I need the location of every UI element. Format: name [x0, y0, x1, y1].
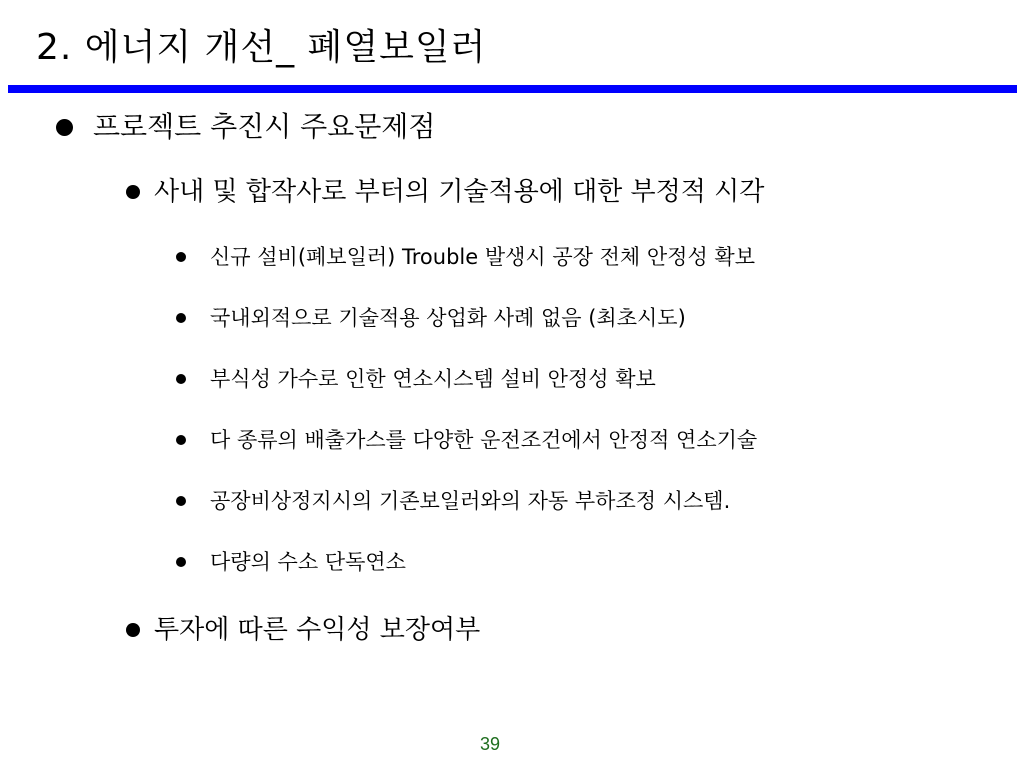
- bullet-dot-icon: [176, 557, 186, 567]
- detail-text: 부식성 가수로 인한 연소시스템 설비 안정성 확보: [210, 367, 656, 391]
- bullet-dot-icon: [176, 374, 186, 384]
- detail-item: [176, 242, 755, 272]
- bullet-main-issues: [56, 108, 435, 146]
- title-divider: [8, 85, 1017, 93]
- bullet-text: 프로젝트 추진시 주요문제점: [93, 110, 436, 143]
- detail-item: [176, 364, 656, 394]
- detail-item: [176, 547, 406, 577]
- detail-text: 다 종류의 배출가스를 다양한 운전조건에서 안정적 연소기술: [210, 428, 758, 452]
- bullet-dot-icon: [176, 252, 186, 262]
- bullet-dot-icon: [176, 313, 186, 323]
- detail-item: [176, 303, 686, 333]
- slide-title: 2. 에너지 개선_ 폐열보일러: [36, 27, 487, 68]
- bullet-dot-icon: [126, 623, 140, 637]
- detail-item: [176, 486, 730, 516]
- bullet-text: 투자에 따른 수익성 보장여부: [154, 615, 481, 645]
- bullet-profitability: [126, 612, 480, 648]
- bullet-dot-icon: [126, 185, 140, 199]
- bullet-text: 사내 및 합작사로 부터의 기술적용에 대한 부정적 시각: [154, 177, 765, 207]
- page-number: 39: [479, 734, 501, 754]
- bullet-dot-icon: [176, 496, 186, 506]
- bullet-dot-icon: [176, 435, 186, 445]
- detail-text: 국내외적으로 기술적용 상업화 사례 없음 (최초시도): [210, 306, 686, 330]
- bullet-negative-view: [126, 174, 764, 210]
- bullet-dot-icon: [56, 119, 73, 136]
- detail-text: 다량의 수소 단독연소: [210, 550, 406, 574]
- detail-text: 공장비상정지시의 기존보일러와의 자동 부하조정 시스템.: [210, 489, 731, 513]
- detail-item: [176, 425, 757, 455]
- detail-text: 신규 설비(폐보일러) Trouble 발생시 공장 전체 안정성 확보: [210, 245, 755, 269]
